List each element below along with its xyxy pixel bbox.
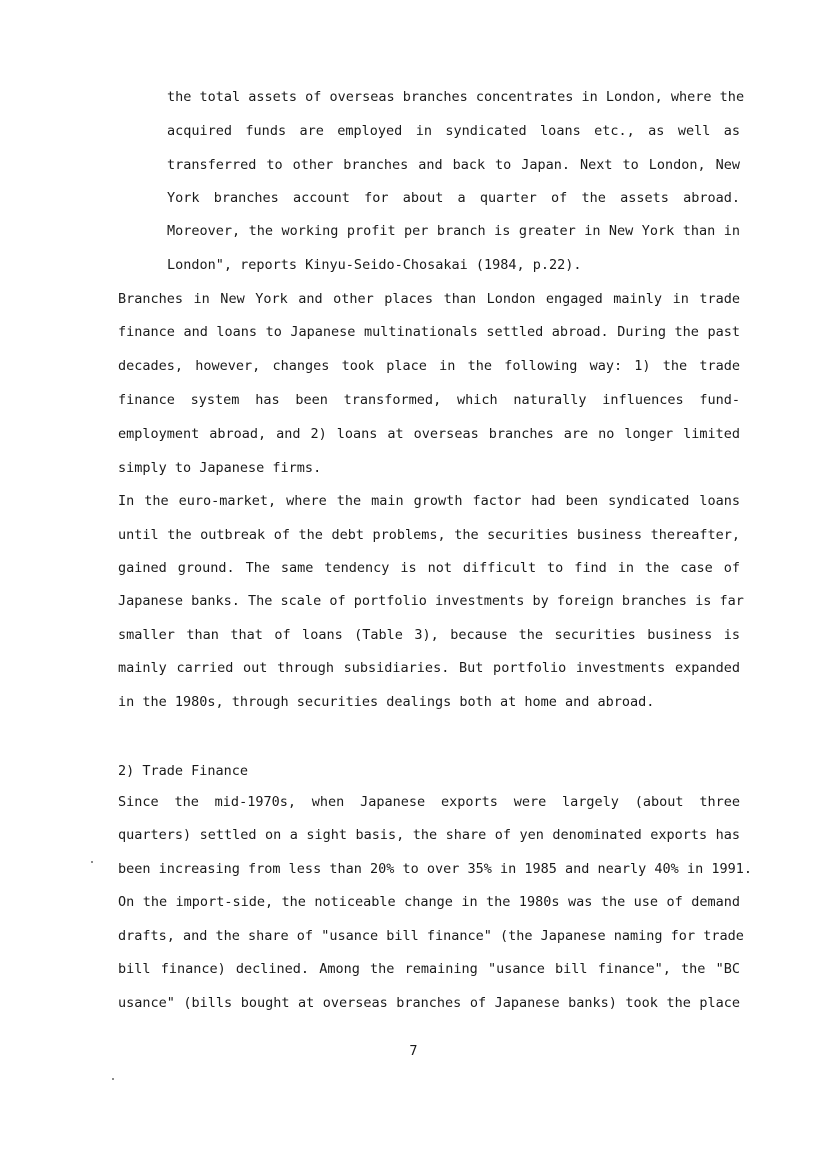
paragraph-line: Branches in New York and other places than London engaged mainly in trade (118, 291, 740, 307)
paragraph-line: in the 1980s, through securities dealings both at home and abroad. (118, 694, 655, 710)
paragraph-line: simply to Japanese firms. (118, 460, 322, 476)
paragraph-line: usance" (bills bought at overseas branches of Japanese banks) took the place (118, 995, 740, 1011)
paragraph-line: gained ground. The same tendency is not difficult to find in the case of (118, 560, 740, 576)
paragraph-line: Japanese banks. The scale of portfolio investments by foreign branches is far (118, 593, 744, 609)
paragraph-line: quarters) settled on a sight basis, the share of yen denominated exports has (118, 827, 740, 843)
paragraph-line: mainly carried out through subsidiaries. But portfolio investments expanded (118, 660, 740, 676)
paragraph-line: employment abroad, and 2) loans at overseas branches are no longer limited (118, 426, 740, 442)
quote-line: the total assets of overseas branches concentrates in London, where the (167, 89, 745, 105)
paragraph-line: finance system has been transformed, which naturally influences fund- (118, 392, 740, 408)
paragraph-line: smaller than that of loans (Table 3), because the securities business is (118, 627, 740, 643)
paragraph-line: until the outbreak of the debt problems, the securities business thereafter, (118, 527, 740, 543)
section-heading: 2) Trade Finance (118, 763, 249, 779)
scan-speck (112, 1078, 114, 1080)
paragraph-line: decades, however, changes took place in the following way: 1) the trade (118, 358, 740, 374)
paragraph-line: In the euro-market, where the main growth factor had been syndicated loans (118, 493, 740, 509)
paragraph-line: drafts, and the share of "usance bill finance" (the Japanese naming for trade (118, 928, 744, 944)
quote-line: Moreover, the working profit per branch is greater in New York than in (167, 223, 740, 239)
paragraph-line: Since the mid-1970s, when Japanese exports were largely (about three (118, 794, 740, 810)
paragraph-line: On the import-side, the noticeable change in the 1980s was the use of demand (118, 894, 740, 910)
quote-line: transferred to other branches and back to Japan. Next to London, New (167, 157, 740, 173)
quote-line: London", reports Kinyu-Seido-Chosakai (1984, p.22). (167, 257, 582, 273)
paragraph-line: finance and loans to Japanese multinationals settled abroad. During the past (118, 324, 740, 340)
paragraph-line: bill finance) declined. Among the remaining "usance bill finance", the "BC (118, 961, 740, 977)
page-number: 7 (409, 1043, 418, 1059)
paragraph-line: been increasing from less than 20% to over 35% in 1985 and nearly 40% in 1991. (118, 861, 752, 877)
scan-speck (91, 861, 93, 863)
quote-line: acquired funds are employed in syndicated loans etc., as well as (167, 123, 740, 139)
quote-line: York branches account for about a quarter of the assets abroad. (167, 190, 740, 206)
